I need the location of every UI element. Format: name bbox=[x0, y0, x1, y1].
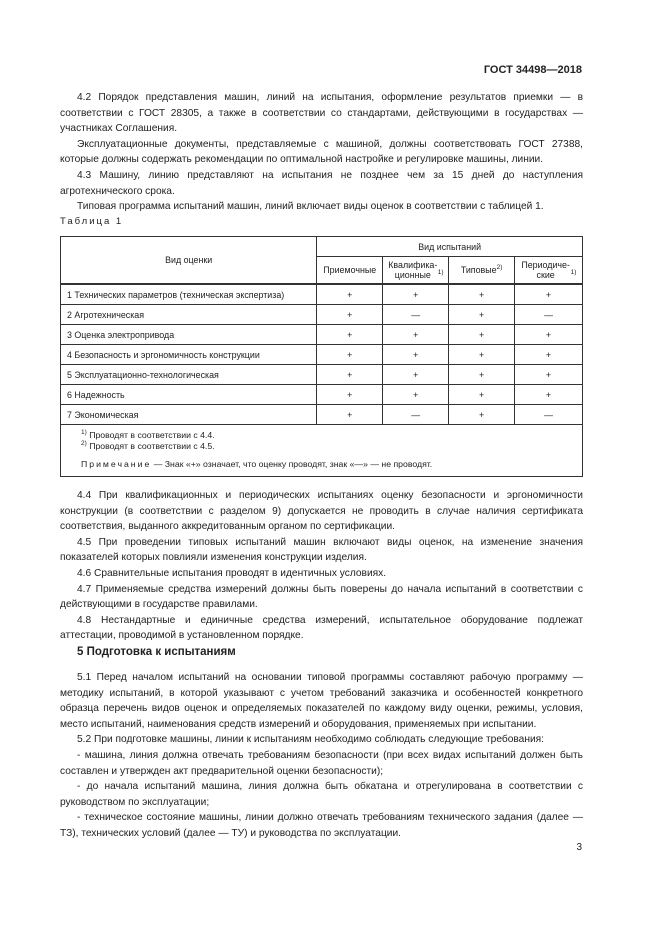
row-label: 7 Экономическая bbox=[61, 405, 317, 425]
cell: + bbox=[317, 305, 383, 325]
cell: + bbox=[515, 365, 583, 385]
table-note: Примечание — Знак «+» означает, что оценку проводят, знак «—» — не проводят. bbox=[81, 459, 433, 469]
row-label: 5 Эксплуатационно-технологическая bbox=[61, 365, 317, 385]
text-block-top bbox=[60, 90, 583, 215]
cell: + bbox=[383, 385, 449, 405]
cell: + bbox=[317, 365, 383, 385]
document-code: ГОСТ 34498—2018 bbox=[483, 64, 582, 76]
table-row bbox=[61, 284, 583, 305]
table-footnotes bbox=[61, 425, 583, 477]
cell: + bbox=[317, 385, 383, 405]
page-number: 3 bbox=[576, 842, 582, 853]
paragraph: 5.2 При подготовке машины, линии к испытаниям необходимо соблюдать следующие требования: bbox=[77, 734, 544, 746]
paragraph: 4.2 Порядок представления машин, линий на испытания, оформление результатов приемки — в соответствии с ГОСТ 28305, а также в соответствии со стандартами, действующими в государствах — участниках Соглашения. bbox=[60, 92, 583, 135]
cell: + bbox=[449, 305, 515, 325]
table-row bbox=[61, 305, 583, 325]
paragraph: 4.3 Машину, линию представляют на испытания не позднее чем за 15 дней до наступления агротехнического срока. bbox=[60, 169, 583, 197]
cell: + bbox=[449, 365, 515, 385]
column-header: Приемочные bbox=[317, 257, 383, 285]
paragraph: Эксплуатационные документы, представляемые с машиной, должны соответствовать ГОСТ 27388, которые должны содержать рекомендации по оптимальной настройке и регулировке машины, линии. bbox=[60, 138, 583, 166]
header-evaluation-type: Вид оценки bbox=[61, 237, 317, 285]
row-label: 4 Безопасность и эргономичность конструкции bbox=[61, 345, 317, 365]
evaluation-table bbox=[60, 236, 583, 477]
cell: + bbox=[449, 345, 515, 365]
cell: + bbox=[449, 325, 515, 345]
paragraph: 4.8 Нестандартные и единичные средства измерений, испытательное оборудование подлежат аттестации, проводимой в установленном порядке. bbox=[60, 614, 583, 642]
row-label: 1 Технических параметров (техническая экспертиза) bbox=[61, 284, 317, 305]
cell: — bbox=[515, 405, 583, 425]
cell: + bbox=[317, 325, 383, 345]
table-row bbox=[61, 325, 583, 345]
table-row bbox=[61, 385, 583, 405]
cell: — bbox=[383, 305, 449, 325]
cell: + bbox=[515, 325, 583, 345]
list-item: - до начала испытаний машина, линия должна быть обкатана и отрегулирована в соответствии с руководством по эксплуатации; bbox=[60, 781, 583, 808]
cell: + bbox=[383, 284, 449, 305]
column-header: Периодиче-ские $^{1)}$ bbox=[515, 257, 583, 285]
paragraph: 4.6 Сравнительные испытания проводят в идентичных условиях. bbox=[77, 567, 387, 579]
row-label: 6 Надежность bbox=[61, 385, 317, 405]
table-row bbox=[61, 345, 583, 365]
table-caption: Таблица 1 bbox=[60, 216, 124, 227]
paragraph: 4.4 При квалификационных и периодических испытаниях оценку безопасности и эргономичности конструкции (в соответствии с разделом 9) допускается не проводить в случае наличия сертификата соответствия, выданного аккредитованным органом по сертификации. bbox=[60, 490, 583, 533]
table-footnotes-row bbox=[61, 425, 583, 477]
paragraph: 5.1 Перед началом испытаний на основании типовой программы составляют рабочую программу — методику испытаний, в которой указывают с учетом требований заказчика и особенностей конкретного образца перечень видов оценок и определяемых показателей по каждому виду оценки, режимы, условия, место испытаний, наименования средств измерений и оборудования, применяемых при испытании. bbox=[60, 672, 583, 730]
cell: — bbox=[383, 405, 449, 425]
paragraph: 4.7 Применяемые средства измерений должны быть поверены до начала испытаний в соответствии с действующими в государстве правилами. bbox=[60, 583, 583, 611]
paragraph: 4.5 При проведении типовых испытаний машин включают виды оценок, на изменение значения показателей которых повлияли изменения конструкции изделия. bbox=[60, 536, 583, 564]
table-row bbox=[61, 405, 583, 425]
row-label: 2 Агротехническая bbox=[61, 305, 317, 325]
cell: + bbox=[515, 345, 583, 365]
cell: + bbox=[449, 405, 515, 425]
column-header: Типовые$^{2)}$ bbox=[449, 257, 515, 285]
cell: + bbox=[383, 325, 449, 345]
cell: + bbox=[317, 345, 383, 365]
header-test-type: Вид испытаний bbox=[317, 237, 583, 257]
text-block-bottom bbox=[60, 670, 583, 842]
row-label: 3 Оценка электропривода bbox=[61, 325, 317, 345]
cell: + bbox=[383, 365, 449, 385]
cell: — bbox=[515, 305, 583, 325]
list-item: - машина, линия должна отвечать требованиям безопасности (при всех видах испытаний должен быть составлен и утвержден акт предварительной оценки безопасности); bbox=[60, 749, 583, 777]
cell: + bbox=[515, 284, 583, 305]
column-header: Квалифика-ционные $^{1)}$ bbox=[383, 257, 449, 285]
cell: + bbox=[383, 345, 449, 365]
text-block-middle bbox=[60, 488, 583, 644]
cell: + bbox=[449, 284, 515, 305]
cell: + bbox=[317, 284, 383, 305]
table-row bbox=[61, 365, 583, 385]
cell: + bbox=[515, 385, 583, 405]
cell: + bbox=[317, 405, 383, 425]
list-item: - техническое состояние машины, линии должно отвечать требованиям технического задания (далее — ТЗ), технических условий (далее — ТУ) и руководства по эксплуатации. bbox=[60, 812, 583, 839]
footnote: $^{2)}$ Проводят в соответствии с 4.5. bbox=[81, 440, 215, 451]
footnote: $^{1)}$ Проводят в соответствии с 4.4. bbox=[81, 429, 215, 440]
paragraph: Типовая программа испытаний машин, линий включает виды оценок в соответствии с таблицей 1. bbox=[77, 201, 544, 213]
cell: + bbox=[449, 385, 515, 405]
section-title: 5 Подготовка к испытаниям bbox=[77, 646, 236, 658]
